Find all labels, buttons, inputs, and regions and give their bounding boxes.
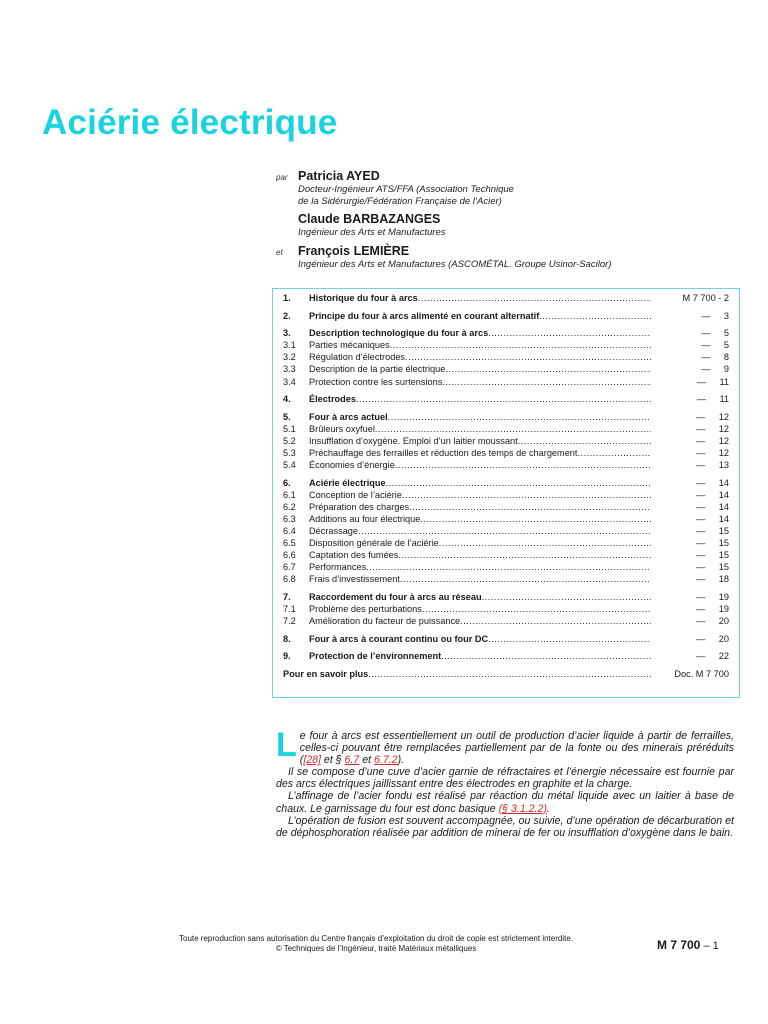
- toc-entry[interactable]: [283, 574, 729, 586]
- toc-entry[interactable]: [283, 364, 729, 376]
- toc-entry[interactable]: [283, 526, 729, 538]
- toc-entry-number: 7.: [283, 592, 291, 603]
- toc-page-number: 5: [723, 328, 729, 339]
- toc-entry[interactable]: [283, 412, 729, 424]
- toc-entry-label: Description technologique du four à arcs .....: [309, 328, 651, 338]
- toc-entry[interactable]: [283, 490, 729, 502]
- author-affiliation: de la Sidérurgie/Fédération Française de l’Acier): [298, 195, 502, 207]
- page-reference: [657, 938, 719, 952]
- author-affiliation: Docteur-Ingénieur ATS/FFA (Association Technique: [298, 184, 514, 195]
- toc-entry-label: Électrodes .....: [309, 394, 651, 404]
- toc-entry-number: 6.6: [283, 550, 296, 561]
- toc-dash: —: [696, 550, 706, 561]
- author-name: Patricia AYED: [298, 169, 380, 183]
- document-title: Aciérie électrique: [42, 103, 338, 142]
- toc-dash: —: [696, 376, 707, 387]
- toc-entry[interactable]: [283, 651, 729, 663]
- toc-entry-label: Four à arcs actuel .....: [309, 412, 651, 422]
- toc-dash: —: [696, 633, 706, 644]
- toc-dash: —: [701, 310, 711, 321]
- toc-entry-label: Régulation d’électrodes .....: [309, 352, 651, 362]
- toc-dash: —: [696, 489, 706, 500]
- toc-page-number: 20: [718, 616, 729, 627]
- toc-entry[interactable]: [283, 514, 729, 526]
- toc-page-number: 18: [718, 574, 729, 585]
- toc-entry-page: [651, 562, 729, 572]
- toc-entry-number: 3.2: [283, 352, 296, 363]
- toc-dash: —: [696, 435, 706, 446]
- copyright-line: Toute reproduction sans autorisation du Centre français d’exploitation du droit de copie est strictement interdite.: [179, 934, 573, 943]
- toc-entry-page: [651, 574, 729, 584]
- toc-entry-label: Préparation des charges .....: [309, 502, 651, 512]
- toc-entry-number: 6.7: [283, 562, 296, 573]
- toc-more-label: Pour en savoir plus .....: [283, 669, 651, 679]
- toc-page-number: 14: [718, 514, 729, 524]
- toc-entry-label: Captation des fumées .....: [309, 550, 651, 560]
- page-separator: –: [700, 940, 713, 952]
- toc-entry-page: [651, 538, 729, 548]
- section-link[interactable]: 6.7.2: [374, 754, 398, 767]
- toc-entry-number: 9.: [283, 651, 291, 662]
- toc-entry-label: Historique du four à arcs .....: [309, 293, 651, 303]
- toc-page-number: 12: [718, 435, 729, 446]
- toc-entry[interactable]: [283, 377, 729, 389]
- toc-page-number: 11: [719, 376, 729, 387]
- toc-entry-number: 1.: [283, 293, 291, 303]
- toc-entry[interactable]: [283, 328, 729, 340]
- toc-entry-label: Additions au four électrique .....: [309, 514, 651, 524]
- author-name: Claude BARBAZANGES: [298, 212, 441, 226]
- toc-page-number: 22: [718, 651, 729, 662]
- toc-entry-number: 4.: [283, 394, 291, 405]
- section-link[interactable]: (§ 3.1.2.2): [498, 802, 547, 815]
- toc-entry-page: [651, 502, 729, 512]
- toc-page-number: 15: [718, 538, 729, 549]
- toc-entry-number: 7.1: [283, 604, 296, 615]
- toc-entry-page: [651, 340, 729, 350]
- toc-entry[interactable]: [283, 538, 729, 550]
- toc-entry-label: Parties mécaniques .....: [309, 340, 651, 350]
- toc-entry-label: Décrassage .....: [309, 526, 651, 536]
- toc-page-number: 9: [723, 364, 729, 375]
- toc-page-number: 11: [719, 394, 729, 405]
- author-prefix: et: [276, 247, 283, 257]
- toc-entry-label: Aciérie électrique .....: [309, 478, 651, 488]
- toc-more-row[interactable]: [283, 669, 729, 681]
- toc-entry[interactable]: [283, 394, 729, 406]
- toc-entry-label: Protection contre les surtensions .....: [309, 377, 651, 387]
- toc-page-number: 12: [718, 448, 729, 459]
- toc-entry[interactable]: [283, 436, 729, 448]
- toc-entry-page: [651, 311, 729, 321]
- toc-entry[interactable]: [283, 340, 729, 352]
- toc-entry[interactable]: [283, 562, 729, 574]
- toc-entry-number: 7.2: [283, 616, 296, 627]
- toc-entry-label: Disposition générale de l’aciérie .....: [309, 538, 651, 548]
- reference-link[interactable]: [28]: [303, 754, 321, 767]
- toc-entry-number: 6.4: [283, 526, 296, 537]
- toc-page-number: 14: [718, 501, 729, 512]
- toc-entry-page: [651, 328, 729, 338]
- toc-entry-label: Insufflation d’oxygène. Emploi d’un laitier moussant .....: [309, 436, 651, 446]
- page-number: 1: [712, 940, 719, 952]
- toc-entry-label: Amélioration du facteur de puissance .....: [309, 616, 651, 626]
- toc-dash: —: [696, 616, 706, 627]
- toc-page-number: 3: [723, 310, 729, 321]
- toc-dash: —: [696, 562, 706, 573]
- toc-dash: —: [696, 460, 706, 471]
- toc-dash: —: [696, 514, 706, 524]
- toc-dash: —: [696, 477, 706, 488]
- toc-entry-number: 2.: [283, 310, 291, 321]
- toc-dash: —: [696, 526, 706, 537]
- toc-entry-number: 6.: [283, 477, 291, 488]
- toc-entry-label: Problème des perturbations .....: [309, 604, 651, 614]
- toc-entry-number: 6.3: [283, 514, 296, 524]
- author-affiliation: Ingénieur des Arts et Manufactures (ASCOMÉTAL. Groupe Usinor-Sacilor): [298, 258, 612, 270]
- toc-dash: —: [696, 592, 706, 603]
- toc-entry-label: Protection de l’environnement .....: [309, 651, 651, 661]
- toc-entry-page: [651, 424, 729, 434]
- toc-dash: —: [696, 574, 706, 585]
- toc-entry-label: Principe du four à arcs alimenté en courant alternatif .....: [309, 311, 651, 321]
- toc-entry-number: 8.: [283, 633, 291, 644]
- toc-page-number: 19: [718, 592, 729, 603]
- toc-entry[interactable]: [283, 592, 729, 604]
- table-of-contents: [272, 288, 740, 698]
- toc-entry-label: Four à arcs à courant continu ou four DC .....: [309, 634, 651, 644]
- toc-entry-number: 6.2: [283, 501, 296, 512]
- toc-entry[interactable]: [283, 293, 729, 305]
- copyright-line: © Techniques de l’Ingénieur, traité Matériaux métalliques: [275, 944, 477, 953]
- author-name: François LEMIÈRE: [298, 243, 410, 258]
- toc-entry[interactable]: [283, 424, 729, 436]
- toc-page-number: 15: [718, 526, 729, 537]
- author-entry: [276, 243, 746, 271]
- intro-paragraph: L’affinage de l’acier fondu est réalisé par réaction du métal liquide avec un laitier à base de chaux. Le garnissage du four est donc basique (§ 3.1.2.2).: [276, 790, 734, 815]
- toc-entry-page: [651, 448, 729, 458]
- author-entry: [276, 211, 746, 239]
- toc-entry-label: Raccordement du four à arcs au réseau .....: [309, 592, 651, 602]
- toc-dash: —: [701, 352, 711, 363]
- toc-page-number: 14: [718, 477, 729, 488]
- toc-entry-page: [651, 616, 729, 626]
- toc-page-number: 5: [723, 340, 729, 351]
- toc-dash: —: [696, 538, 706, 549]
- toc-entry-number: 3.3: [283, 364, 296, 375]
- toc-entry-number: 5.4: [283, 460, 296, 471]
- toc-entry-page: [651, 412, 729, 422]
- toc-entry-number: 6.8: [283, 574, 296, 585]
- toc-entry[interactable]: [283, 448, 729, 460]
- toc-entry-number: 6.5: [283, 538, 296, 549]
- author-entry: [276, 168, 746, 207]
- toc-entry-label: Description de la partie électrique .....: [309, 364, 651, 374]
- toc-entry-number: 3.: [283, 328, 291, 339]
- toc-entry-page: [651, 592, 729, 602]
- toc-entry-label: Brûleurs oxyfuel .....: [309, 424, 651, 434]
- toc-entry-page: [651, 394, 729, 404]
- toc-page-number: 14: [718, 489, 729, 500]
- toc-entry-label: Performances .....: [309, 562, 651, 572]
- toc-page-number: 15: [718, 550, 729, 561]
- toc-entry[interactable]: [283, 311, 729, 323]
- toc-page-number: 15: [718, 562, 729, 573]
- toc-entry-page: [651, 514, 729, 524]
- toc-dash: —: [696, 501, 706, 512]
- toc-entry-label: Économies d’énergie .....: [309, 460, 651, 470]
- section-link[interactable]: 6.7: [344, 754, 360, 767]
- toc-entry-number: 6.1: [283, 489, 296, 500]
- drop-cap: L: [276, 726, 297, 764]
- toc-page-number: 12: [718, 411, 729, 422]
- toc-page-number: 19: [718, 604, 729, 615]
- toc-dash: —: [696, 394, 707, 405]
- toc-entry-number: 3.4: [283, 376, 296, 387]
- toc-more-ref: Doc. M 7 700: [674, 669, 729, 680]
- toc-entry[interactable]: [283, 550, 729, 562]
- toc-entry-number: 5.1: [283, 423, 296, 434]
- toc-entry-label: Préchauffage des ferrailles et réduction des temps de chargement .....: [309, 448, 651, 458]
- intro-paragraph: Le four à arcs est essentiellement un outil de production d’acier liquide à partir de ferrailles, celles-ci pouvant être remplacées partiellement par de la fonte ou des minerais préréduits ([28] et § 6.7 et 6.7.2).: [276, 726, 734, 767]
- toc-page-number: 12: [718, 423, 729, 434]
- toc-dash: —: [696, 423, 706, 434]
- toc-dash: —: [696, 651, 706, 662]
- toc-dash: —: [701, 340, 711, 351]
- toc-dash: —: [696, 448, 706, 459]
- toc-entry[interactable]: [283, 604, 729, 616]
- toc-dash: —: [696, 604, 706, 615]
- toc-dash: —: [701, 364, 711, 375]
- toc-entry-page: M 7 700 - 2: [682, 293, 729, 303]
- toc-entry-label: Frais d’investissement .....: [309, 574, 651, 584]
- toc-entry-number: 5.3: [283, 448, 296, 459]
- copyright-footer: [100, 934, 652, 954]
- toc-entry-page: [651, 352, 729, 362]
- toc-entry-page: [651, 377, 729, 387]
- toc-entry-number: 5.: [283, 411, 291, 422]
- intro-paragraph: Il se compose d’une cuve d’acier garnie de réfractaires et l’énergie nécessaire est fournie par des arcs électriques jaillissant entre des électrodes en graphite et la charge.: [276, 766, 734, 791]
- toc-entry-label: Conception de l’aciérie .....: [309, 490, 651, 500]
- toc-page-number: 20: [718, 633, 729, 644]
- intro-paragraph: L’opération de fusion est souvent accompagnée, ou suivie, d’une opération de décarburation et de déphosphoration réalisée par addition de minerai de fer ou insufflation d’oxygène dans le bain.: [276, 814, 734, 839]
- toc-entry-page: [651, 490, 729, 500]
- author-affiliation: Ingénieur des Arts et Manufactures: [298, 227, 446, 238]
- toc-entry-page: [651, 526, 729, 536]
- toc-entry-page: [651, 460, 729, 470]
- toc-entry[interactable]: [283, 478, 729, 490]
- toc-dash: —: [696, 411, 706, 422]
- introduction: [276, 726, 734, 839]
- toc-entry[interactable]: [283, 460, 729, 472]
- toc-page-number: 13: [718, 460, 729, 471]
- author-prefix: par: [276, 173, 288, 182]
- toc-entry[interactable]: [283, 616, 729, 628]
- toc-entry-page: [651, 550, 729, 560]
- toc-dash: —: [701, 328, 711, 339]
- toc-entry[interactable]: [283, 502, 729, 514]
- toc-entry-page: [651, 436, 729, 446]
- document-code: M 7 700: [657, 938, 701, 952]
- toc-entry[interactable]: [283, 352, 729, 364]
- toc-entry-page: [651, 478, 729, 488]
- toc-entry-page: [651, 634, 729, 644]
- toc-entry[interactable]: [283, 634, 729, 646]
- toc-entry-number: 5.2: [283, 435, 296, 446]
- toc-entry-page: [651, 604, 729, 614]
- toc-page-number: 8: [723, 352, 729, 363]
- toc-entry-page: [651, 364, 729, 374]
- author-block: [276, 168, 746, 274]
- toc-entry-page: [651, 651, 729, 661]
- toc-entry-number: 3.1: [283, 340, 296, 351]
